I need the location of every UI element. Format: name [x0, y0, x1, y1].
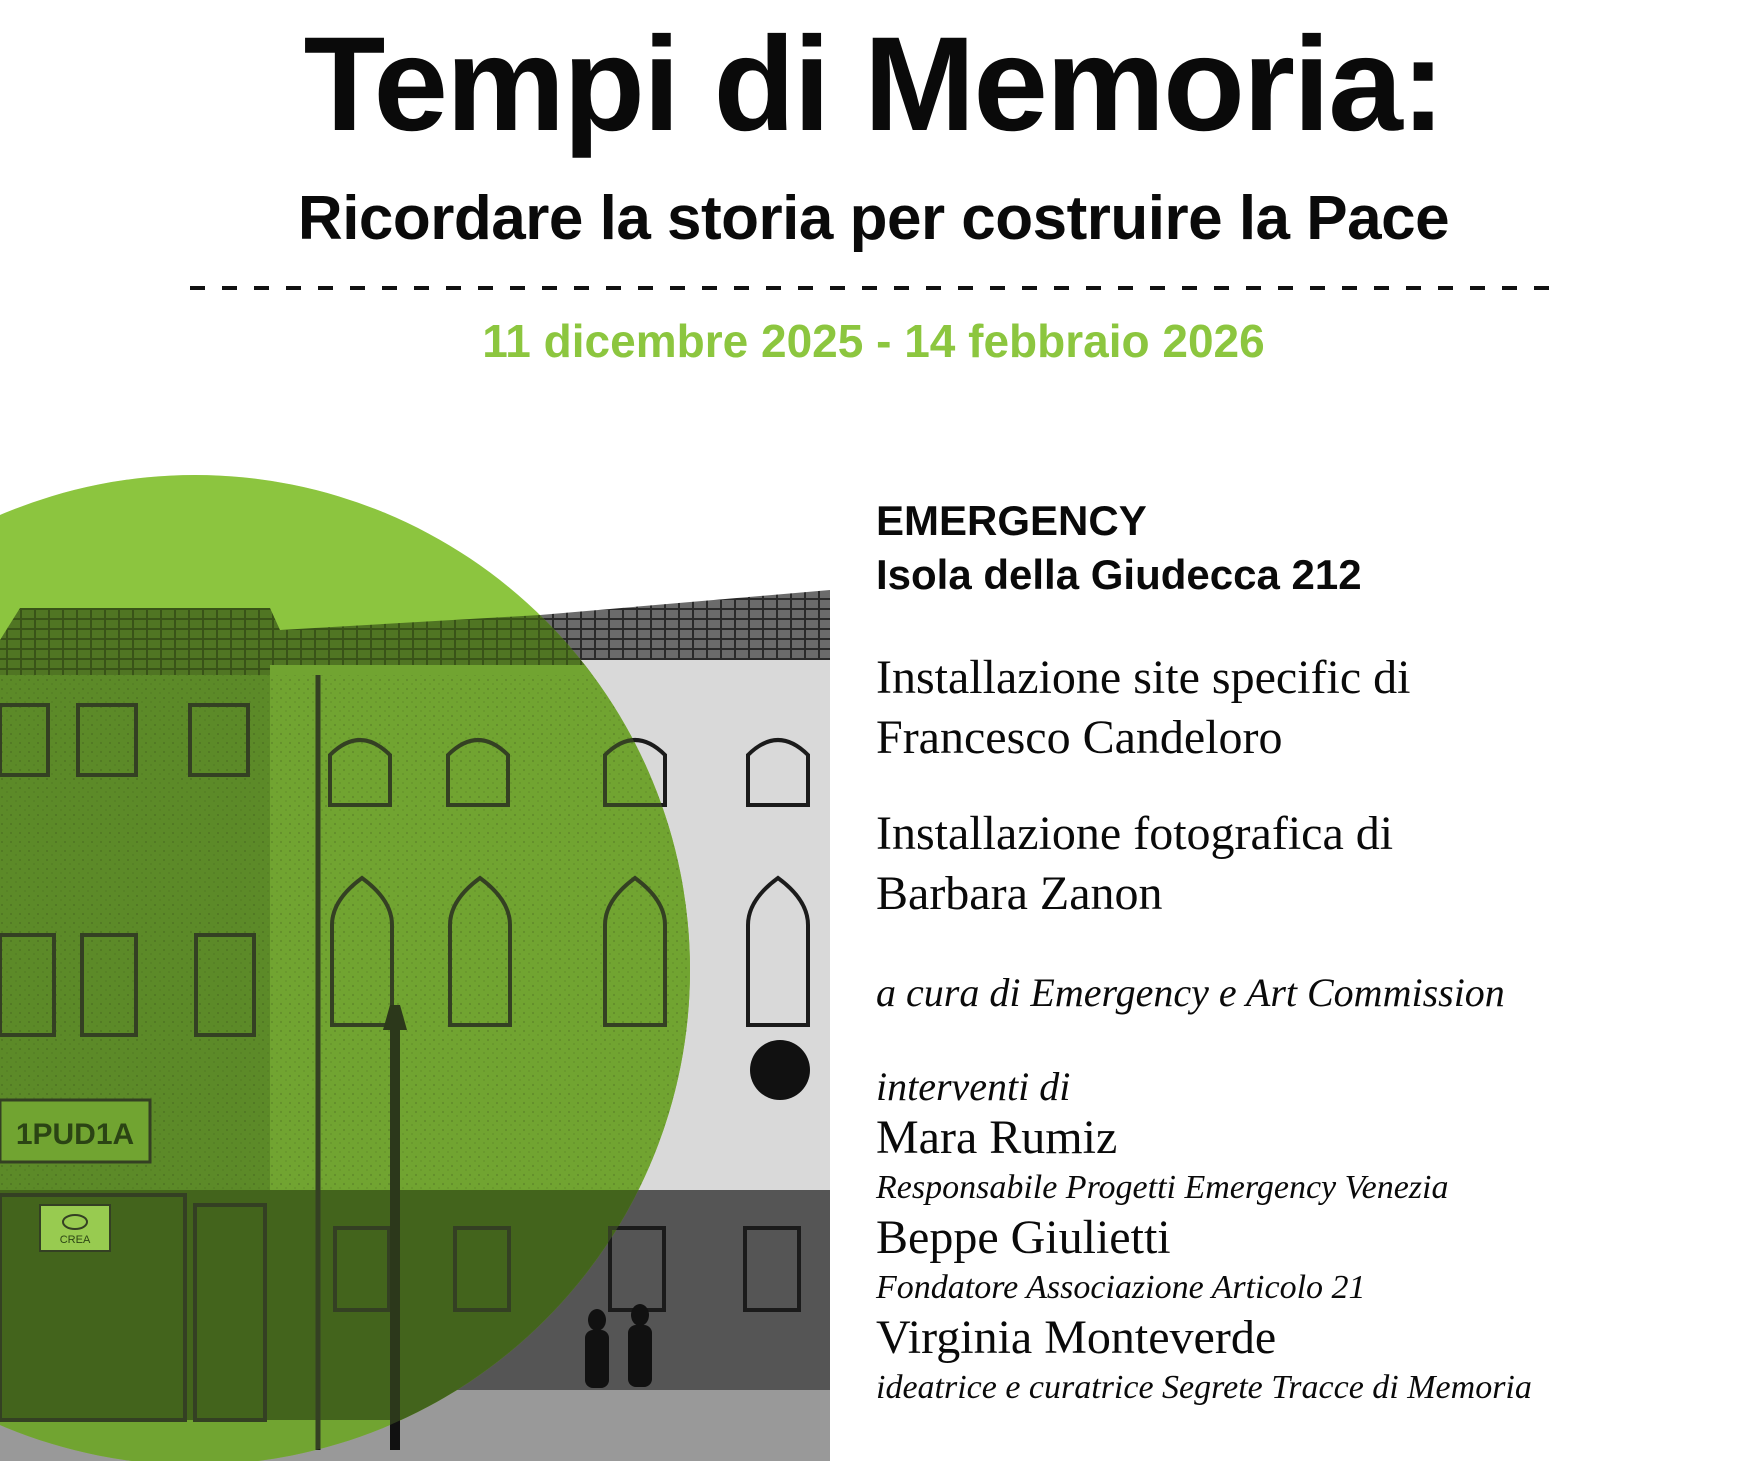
- speaker-role: ideatrice e curatrice Segrete Tracce di Memoria: [876, 1369, 1532, 1406]
- venue-org: EMERGENCY: [876, 497, 1147, 544]
- installation-2-title: Installazione fotografica di: [876, 807, 1394, 860]
- venice-building-artwork: [0, 470, 830, 1461]
- speaker-name: Virginia Monteverde: [876, 1311, 1277, 1364]
- speaker-role: Fondatore Associazione Articolo 21: [876, 1269, 1366, 1306]
- event-dates: 11 dicembre 2025 - 14 febbraio 2026: [482, 315, 1265, 367]
- svg-text:1PUD1A: 1PUD1A: [15, 1118, 135, 1151]
- poster-title: Tempi di Memoria:: [303, 10, 1444, 159]
- installation-2-artist: Barbara Zanon: [876, 867, 1163, 920]
- installation-1-title: Installazione site specific di: [876, 651, 1411, 704]
- speaker-name: Mara Rumiz: [876, 1111, 1118, 1164]
- installation-1-artist: Francesco Candeloro: [876, 711, 1283, 764]
- interventions-heading: interventi di: [876, 1064, 1071, 1109]
- speaker-name: Beppe Giulietti: [876, 1211, 1171, 1264]
- poster-subtitle: Ricordare la storia per costruire la Pace: [297, 184, 1450, 253]
- svg-text:CREA: CREA: [59, 1234, 91, 1246]
- venue-address: Isola della Giudecca 212: [876, 551, 1362, 598]
- event-info-column: [876, 494, 1736, 1412]
- curated-by: a cura di Emergency e Art Commission: [876, 970, 1505, 1015]
- dashed-divider: [190, 286, 1556, 290]
- round-sign: [750, 1040, 810, 1100]
- speaker-role: Responsabile Progetti Emergency Venezia: [876, 1169, 1449, 1206]
